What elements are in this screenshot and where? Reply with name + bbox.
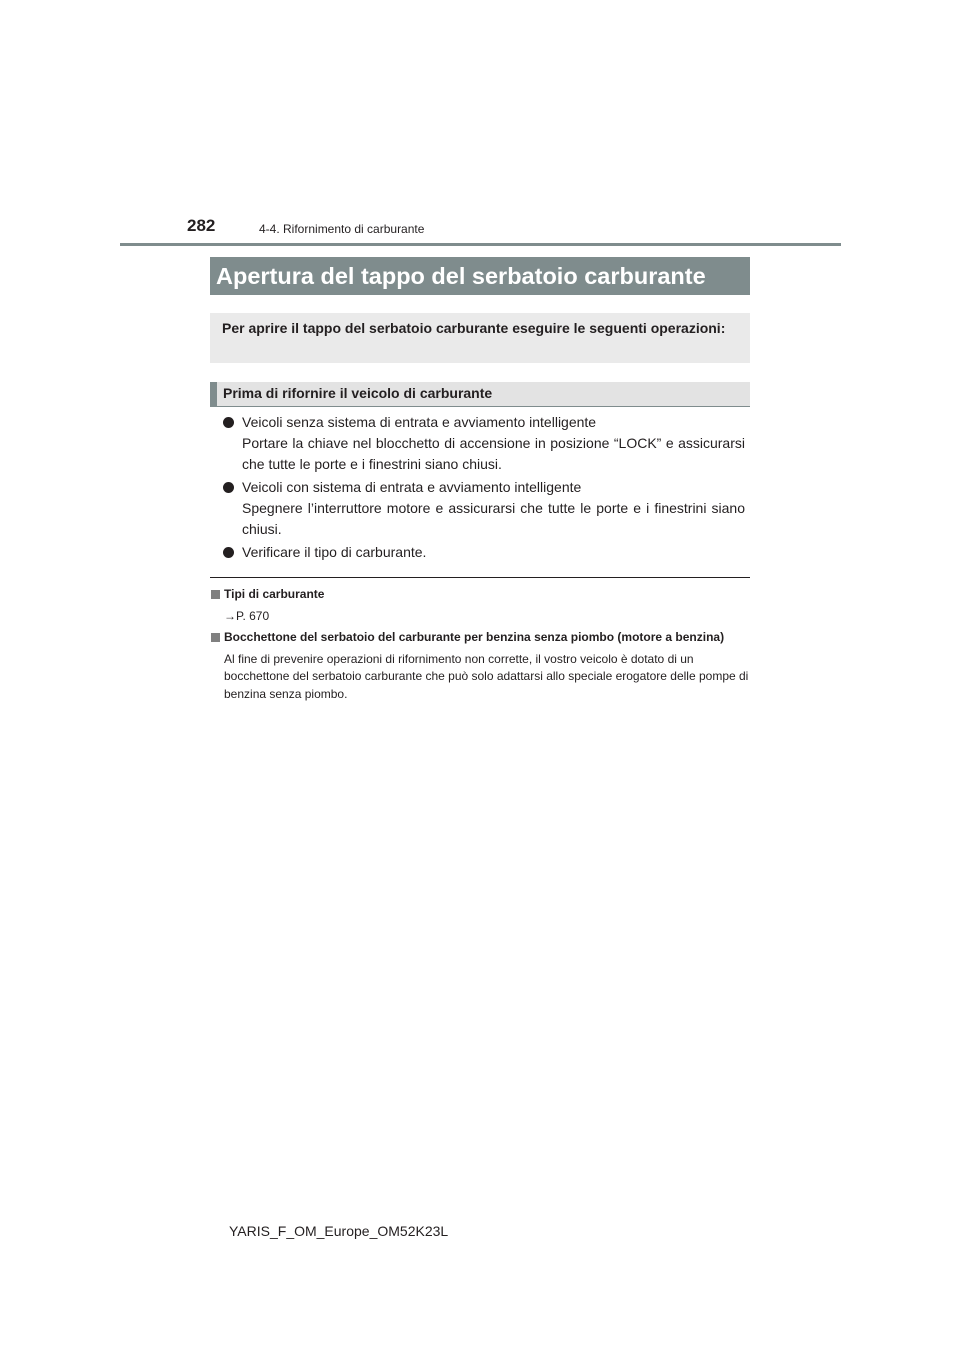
bullet-icon [223, 482, 234, 493]
notes-divider [210, 577, 750, 578]
bullet-icon [223, 547, 234, 558]
note-fuel-types [211, 586, 750, 625]
square-bullet-icon [211, 633, 220, 642]
note-fuel-filler [211, 629, 750, 703]
bullet-icon [223, 417, 234, 428]
list-item [221, 542, 745, 563]
header-divider [120, 243, 841, 246]
document-id: YARIS_F_OM_Europe_OM52K23L [229, 1223, 449, 1239]
note-heading: Bocchettone del serbatoio del carburante per benzina senza piombo (motore a benzina) [224, 630, 725, 644]
intro-box [210, 313, 750, 363]
note-body: Al fine di prevenire operazioni di rifornimento non corrette, il vostro veicolo è dotato di un bocchettone del serbatoio carburante che può solo adattarsi allo speciale erogatore delle pompe di benzina senza piombo. [224, 651, 749, 701]
bullet-title: Veicoli senza sistema di entrata e avviamento intelligente [242, 414, 597, 430]
list-item [221, 477, 745, 540]
subheading: Prima di rifornire il veicolo di carburante [210, 382, 750, 407]
bullet-title: Verificare il tipo di carburante. [242, 544, 427, 560]
page-reference-link[interactable]: →P. 670 [224, 608, 270, 623]
page-number: 282 [187, 216, 216, 235]
list-item [221, 412, 745, 475]
bullet-list [221, 412, 745, 565]
square-bullet-icon [211, 590, 220, 599]
note-heading: Tipi di carburante [224, 587, 325, 601]
intro-text: Per aprire il tappo del serbatoio carburante eseguire le seguenti operazioni: [222, 320, 726, 336]
section-label: 4-4. Rifornimento di carburante [259, 222, 425, 236]
bullet-description: Portare la chiave nel blocchetto di accensione in posizione “LOCK” e assicurarsi che tutte le porte e i finestrini siano chiusi. [242, 435, 745, 472]
page-title: Apertura del tappo del serbatoio carburante [210, 257, 750, 295]
bullet-title: Veicoli con sistema di entrata e avviamento intelligente [242, 479, 582, 495]
bullet-description: Spegnere l’interruttore motore e assicurarsi che tutte le porte e i finestrini siano chiusi. [242, 500, 745, 537]
